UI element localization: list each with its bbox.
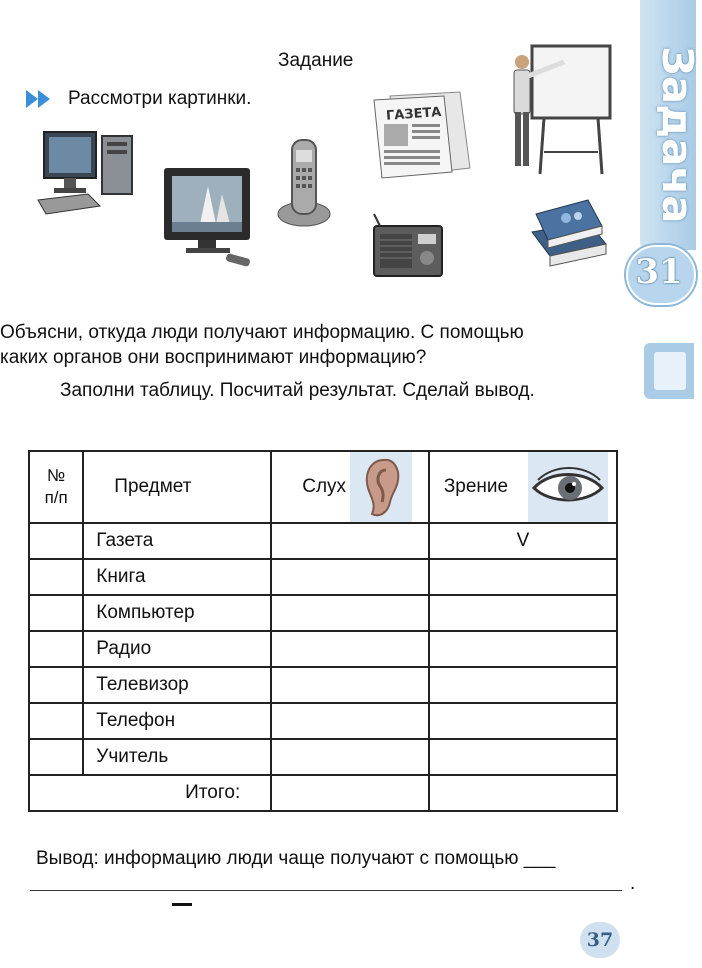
table-header-row <box>29 451 617 523</box>
section-word: Задача <box>653 46 702 224</box>
row-item: Радио <box>83 631 271 667</box>
row-vision-cell[interactable] <box>429 559 617 595</box>
question-line-1: Объясни, откуда люди получают информацию. С помощью <box>0 322 524 343</box>
row-item: Телефон <box>83 703 271 739</box>
row-vision-cell[interactable] <box>429 631 617 667</box>
question-line-2: каких органов они воспринимают информацию? <box>0 347 427 368</box>
header-number <box>29 451 83 523</box>
books-icon <box>526 192 612 276</box>
row-number[interactable] <box>29 559 83 595</box>
row-vision-cell[interactable] <box>429 739 617 775</box>
row-number[interactable] <box>29 595 83 631</box>
row-number[interactable] <box>29 703 83 739</box>
row-vision-cell[interactable] <box>429 703 617 739</box>
header-vision-label: Зрение <box>443 476 509 497</box>
row-item: Компьютер <box>83 595 271 631</box>
row-item: Телевизор <box>83 667 271 703</box>
newspaper-icon <box>372 90 472 182</box>
eye-icon <box>528 452 608 522</box>
row-hearing-cell[interactable] <box>271 667 429 703</box>
row-hearing-cell[interactable] <box>271 739 429 775</box>
tv-icon <box>160 166 256 270</box>
row-item: Газета <box>83 523 271 559</box>
row-item: Книга <box>83 559 271 595</box>
newspaper-masthead: ГАЗЕТА <box>385 104 442 124</box>
header-vision <box>429 451 617 523</box>
task-number: 31 <box>635 252 683 292</box>
question-explain <box>0 320 620 370</box>
radio-icon <box>370 214 446 278</box>
row-number[interactable] <box>29 523 83 559</box>
header-hearing-label: Слух <box>302 476 347 497</box>
table-row <box>29 559 617 595</box>
double-arrow-icon <box>26 90 54 108</box>
row-vision-cell[interactable] <box>429 595 617 631</box>
row-number[interactable] <box>29 739 83 775</box>
row-hearing-cell[interactable] <box>271 595 429 631</box>
conclusion-text: Вывод: информацию люди чаще получают с помощью ___ <box>36 848 556 869</box>
row-hearing-cell[interactable] <box>271 631 429 667</box>
computer-icon <box>38 128 138 214</box>
header-item: Предмет <box>83 451 271 523</box>
task-title: Задание <box>278 50 354 71</box>
row-vision-cell[interactable] <box>429 667 617 703</box>
header-number-sign: № <box>47 466 66 485</box>
answer-line[interactable] <box>30 890 622 891</box>
table-row <box>29 667 617 703</box>
question-fill-table: Заполни таблицу. Посчитай результат. Сделай вывод. <box>60 380 535 401</box>
table-row <box>29 523 617 559</box>
row-hearing-cell[interactable] <box>271 703 429 739</box>
teacher-icon <box>504 42 614 176</box>
side-tab-icon <box>654 352 686 390</box>
row-number[interactable] <box>29 631 83 667</box>
table-total-row <box>29 775 617 811</box>
page-number: 37 <box>580 922 620 958</box>
ear-icon <box>350 452 412 522</box>
dash-mark <box>172 903 192 906</box>
total-hearing-cell[interactable] <box>271 775 429 811</box>
header-hearing <box>271 451 429 523</box>
senses-table <box>28 450 618 812</box>
row-hearing-cell[interactable] <box>271 559 429 595</box>
total-vision-cell[interactable] <box>429 775 617 811</box>
conclusion-period: . <box>630 873 636 894</box>
header-number-abbr: п/п <box>44 488 68 507</box>
table-row <box>29 595 617 631</box>
row-hearing-cell[interactable] <box>271 523 429 559</box>
row-number[interactable] <box>29 667 83 703</box>
table-row <box>29 739 617 775</box>
cordless-phone-icon <box>276 136 332 228</box>
table-row <box>29 631 617 667</box>
total-label: Итого: <box>29 775 271 811</box>
table-row <box>29 703 617 739</box>
row-vision-cell[interactable]: V <box>429 523 617 559</box>
instruction-text: Рассмотри картинки. <box>68 88 252 109</box>
row-item: Учитель <box>83 739 271 775</box>
